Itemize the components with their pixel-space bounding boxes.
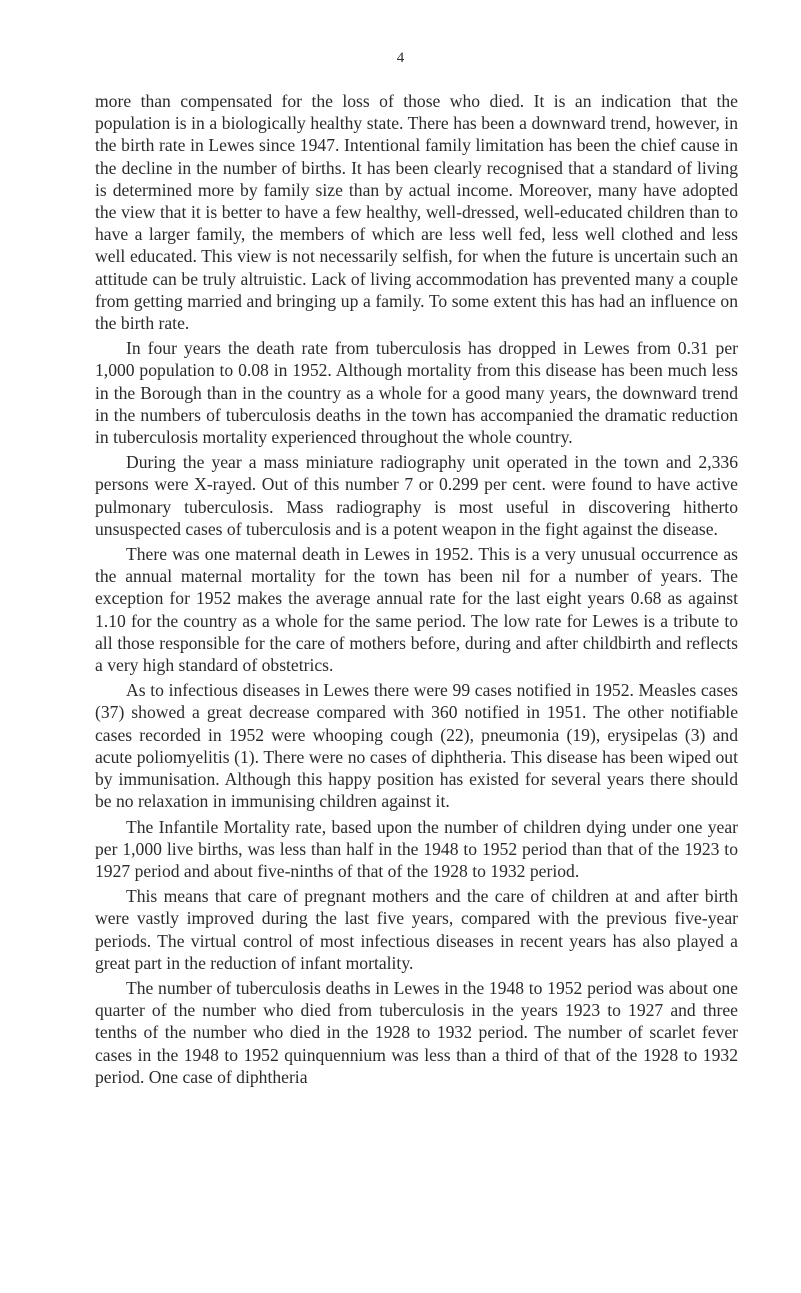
paragraph-infantile-mortality: The Infantile Mortality rate, based upon the number of children dying under one year per 1,000 live births, was less than half in the 1948 to 1952 period than that of the 1923 to 1927 period and about five-ninths of that of the 1928 to 1932 period. [95,816,738,881]
page-number: 4 [396,50,405,66]
paragraph-birth-rate: more than compensated for the loss of those who died. It is an indication that the population is in a biologically healthy state. There has been a downward trend, however, in the birth rate in Lewes since 1947. Intentional family limitation has been the chief cause in the decline in the number of births. It has been clearly recognised that a standard of living is determined more by family size than by actual income. Moreover, many have adopted the view that it is better to have a few healthy, well-dressed, well-educated children than to have a larger family, the members of which are less well fed, less well clothed and less well educated. This view is not necessarily selfish, for when the future is uncertain such an attitude can be truly altruistic. Lack of living accommodation has prevented many a couple from getting married and bringing up a family. To some extent this has had an influence on the birth rate. [95,91,738,334]
paragraph-tuberculosis-deaths-comparison: The number of tuberculosis deaths in Lewes in the 1948 to 1952 period was about one quarter of the number who died from tuberculosis in the years 1923 to 1927 and three tenths of the number who died in the 1928 to 1932 period. The number of scarlet fever cases in the 1948 to 1952 quinquennium was less than a third of that of the 1928 to 1932 period. One case of diphtheria [95,977,738,1087]
body-text [95,90,738,1088]
paragraph-tuberculosis-death-rate: In four years the death rate from tuberculosis has dropped in Lewes from 0.31 per 1,000 population to 0.08 in 1952. Although mortality from this disease has been much less in the Borough than in the country as a whole for a good many years, the downward trend in the numbers of tuberculosis deaths in the town has accompanied the dramatic reduction in tuberculosis mortality experienced throughout the whole country. [95,338,738,448]
paragraph-mass-radiography: During the year a mass miniature radiography unit operated in the town and 2,336 persons were X-rayed. Out of this number 7 or 0.299 per cent. were found to have active pulmonary tuberculosis. Mass radiography is most useful in discovering hitherto unsuspected cases of tuberculosis and is a potent weapon in the fight against the disease. [95,452,738,539]
paragraph-care-improvements: This means that care of pregnant mothers and the care of children at and after birth were vastly improved during the last five years, compared with the previous five-year periods. The virtual control of most infectious diseases in recent years has also played a great part in the reduction of infant mortality. [95,886,738,973]
paragraph-infectious-diseases: As to infectious diseases in Lewes there were 99 cases notified in 1952. Measles cases (37) showed a great decrease compared with 360 notified in 1951. The other notifiable cases recorded in 1952 were whooping cough (22), pneumonia (19), erysipelas (3) and acute poliomyelitis (1). There were no cases of diphtheria. This disease has been wiped out by immunisation. Although this happy position has existed for several years there should be no relaxation in immunising children against it. [95,680,738,812]
paragraph-maternal-death: There was one maternal death in Lewes in 1952. This is a very unusual occurrence as the annual maternal mortality for the town has been nil for a number of years. The exception for 1952 makes the average annual rate for the last eight years 0.68 as against 1.10 for the country as a whole for the same period. The low rate for Lewes is a tribute to all those responsible for the care of mothers before, during and after childbirth and reflects a very high standard of obstetrics. [95,544,738,676]
